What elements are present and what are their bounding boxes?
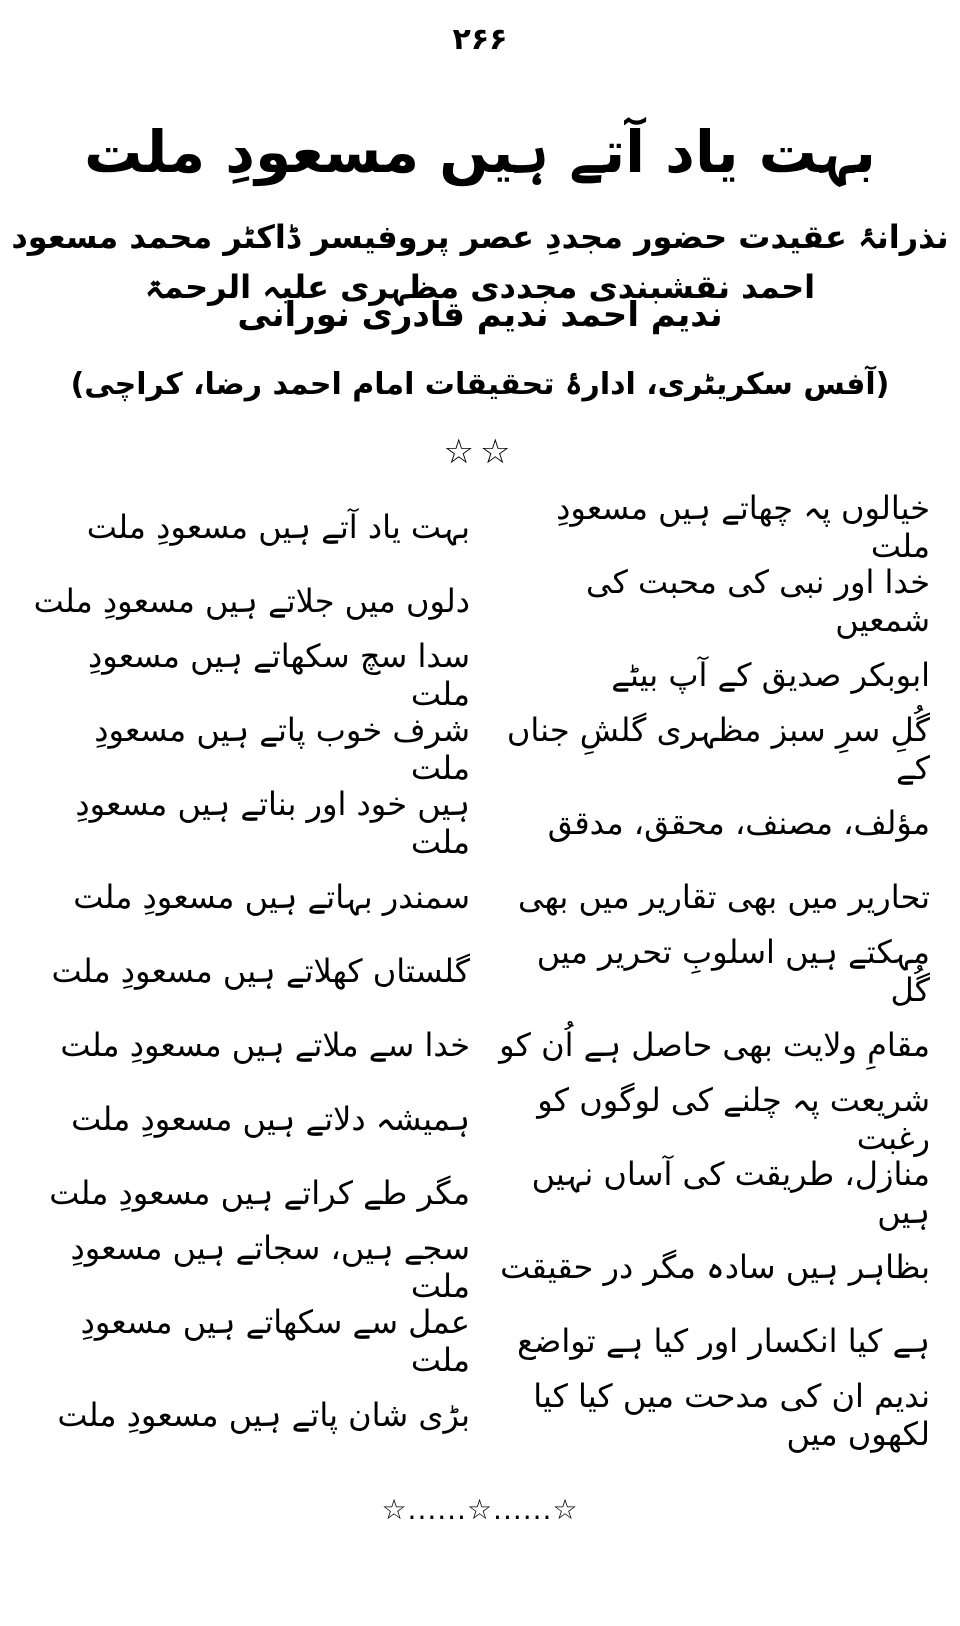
verse-second-line: بہت یاد آتے ہیں مسعودِ ملت bbox=[86, 508, 470, 546]
verse-second-line: عمل سے سکھاتے ہیں مسعودِ ملت bbox=[80, 1303, 470, 1379]
verse-second-line: ہمیشہ دلاتے ہیں مسعودِ ملت bbox=[71, 1100, 470, 1138]
verse-row bbox=[30, 860, 930, 934]
verse-row bbox=[30, 1378, 930, 1452]
end-ornament: ☆......☆......☆ bbox=[381, 1493, 579, 1526]
verse-first-line: بظاہر ہیں سادہ مگر در حقیقت bbox=[500, 1248, 930, 1286]
verse-first-line: گُلِ سرِ سبز مظہری گلشِ جناں کے bbox=[506, 711, 930, 787]
verse-first-line: ندیم ان کی مدحت میں کیا کیا لکھوں میں bbox=[533, 1377, 930, 1453]
verse-second-line: خدا سے ملاتے ہیں مسعودِ ملت bbox=[60, 1026, 470, 1064]
verse-first-line: خیالوں پہ چھاتے ہیں مسعودِ ملت bbox=[556, 489, 930, 565]
verse-second-line: سدا سچ سکھاتے ہیں مسعودِ ملت bbox=[88, 637, 470, 713]
verse-first-line: ہے کیا انکسار اور کیا ہے تواضع bbox=[517, 1322, 930, 1360]
poem-title: بہت یاد آتے ہیں مسعودِ ملت bbox=[84, 118, 876, 186]
verse-row bbox=[30, 1156, 930, 1230]
verse-second-line: سمندر بہاتے ہیں مسعودِ ملت bbox=[73, 878, 470, 916]
verse-row bbox=[30, 1008, 930, 1082]
verse-first-line: مہکتے ہیں اسلوبِ تحریر میں گُل bbox=[536, 933, 930, 1009]
verse-first-line: مقامِ ولایت بھی حاصل ہے اُن کو bbox=[499, 1026, 930, 1064]
verse-second-line: دلوں میں جلاتے ہیں مسعودِ ملت bbox=[33, 582, 470, 620]
verse-second-line: مگر طے کراتے ہیں مسعودِ ملت bbox=[49, 1174, 470, 1212]
verse-row bbox=[30, 638, 930, 712]
verse-row bbox=[30, 1230, 930, 1304]
verse-row bbox=[30, 1082, 930, 1156]
author-designation: (آفس سکریٹری، ادارۂ تحقیقات امام احمد رضا، کراچی) bbox=[70, 367, 890, 402]
verse-first-line: مؤلف، مصنف، محقق، مدقق bbox=[547, 804, 930, 842]
verse-row bbox=[30, 934, 930, 1008]
verse-second-line: بڑی شان پاتے ہیں مسعودِ ملت bbox=[57, 1396, 470, 1434]
poem-body bbox=[30, 490, 930, 1452]
author-name: ندیم احمد ندیم قادری نورانی bbox=[237, 295, 723, 335]
verse-row bbox=[30, 564, 930, 638]
verse-row bbox=[30, 1304, 930, 1378]
verse-first-line: شریعت پہ چلنے کی لوگوں کو رغبت bbox=[537, 1081, 930, 1157]
verse-second-line: گلستاں کھلاتے ہیں مسعودِ ملت bbox=[51, 952, 470, 990]
verse-second-line: ہیں خود اور بناتے ہیں مسعودِ ملت bbox=[75, 785, 470, 861]
verse-second-line: شرف خوب پاتے ہیں مسعودِ ملت bbox=[94, 711, 470, 787]
verse-first-line: خدا اور نبی کی محبت کی شمعیں bbox=[585, 563, 930, 639]
verse-first-line: ابوبکر صدیق کے آپ بیٹے bbox=[611, 656, 930, 694]
verse-second-line: سجے ہیں، سجاتے ہیں مسعودِ ملت bbox=[70, 1229, 470, 1305]
verse-first-line: منازل، طریقت کی آساں نہیں ہیں bbox=[531, 1155, 930, 1231]
verse-row bbox=[30, 712, 930, 786]
page-number: ۲۶۶ bbox=[452, 22, 508, 57]
star-ornament: ☆☆ bbox=[443, 432, 517, 472]
dedication-line: نذرانۂ عقیدت حضور مجددِ عصر پروفیسر ڈاکٹر محمد مسعود احمد نقشبندی مجددی مظہری علیہ الرحمۃ bbox=[11, 218, 949, 306]
verse-first-line: تحاریر میں بھی تقاریر میں بھی bbox=[517, 878, 930, 916]
verse-row bbox=[30, 490, 930, 564]
verse-row bbox=[30, 786, 930, 860]
